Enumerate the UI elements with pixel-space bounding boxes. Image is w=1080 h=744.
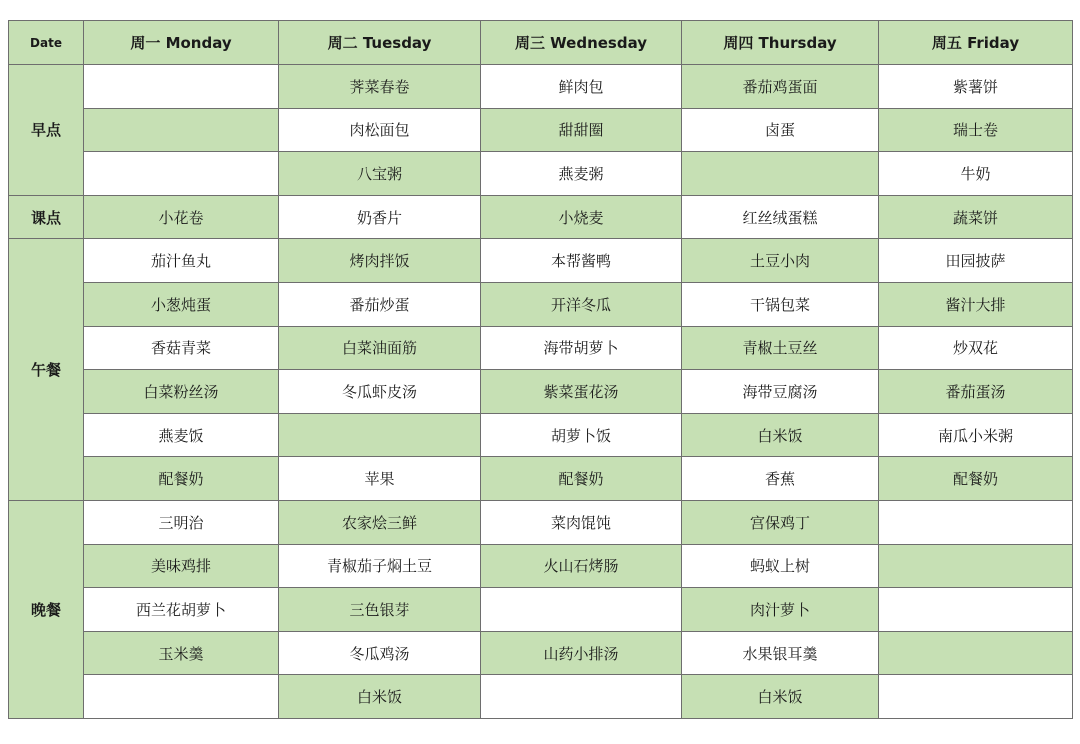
section-label-class-snack: 课点 bbox=[9, 195, 84, 239]
menu-cell: 火山石烤肠 bbox=[481, 544, 682, 588]
menu-cell: 农家烩三鲜 bbox=[279, 500, 481, 544]
section-label-breakfast: 早点 bbox=[9, 65, 84, 196]
menu-cell: 小葱炖蛋 bbox=[84, 282, 279, 326]
menu-cell: 香菇青菜 bbox=[84, 326, 279, 370]
table-row bbox=[9, 457, 1073, 501]
menu-cell: 肉松面包 bbox=[279, 108, 481, 152]
menu-cell: 青椒土豆丝 bbox=[682, 326, 879, 370]
menu-cell: 蔬菜饼 bbox=[879, 195, 1073, 239]
menu-cell: 三色银芽 bbox=[279, 588, 481, 632]
menu-cell bbox=[84, 152, 279, 196]
date-header: Date bbox=[9, 21, 84, 65]
menu-cell: 干锅包菜 bbox=[682, 282, 879, 326]
day-header-tuesday: 周二 Tuesday bbox=[279, 21, 481, 65]
menu-cell: 海带豆腐汤 bbox=[682, 370, 879, 414]
menu-cell: 八宝粥 bbox=[279, 152, 481, 196]
table-row bbox=[9, 675, 1073, 719]
menu-cell: 冬瓜鸡汤 bbox=[279, 631, 481, 675]
menu-cell: 西兰花胡萝卜 bbox=[84, 588, 279, 632]
table-row bbox=[9, 544, 1073, 588]
menu-cell: 本帮酱鸭 bbox=[481, 239, 682, 283]
table-row bbox=[9, 108, 1073, 152]
menu-cell: 苹果 bbox=[279, 457, 481, 501]
menu-cell: 白米饭 bbox=[682, 413, 879, 457]
menu-cell bbox=[279, 413, 481, 457]
menu-cell: 小烧麦 bbox=[481, 195, 682, 239]
table-row bbox=[9, 239, 1073, 283]
menu-cell: 白米饭 bbox=[279, 675, 481, 719]
menu-cell: 山药小排汤 bbox=[481, 631, 682, 675]
table-row bbox=[9, 588, 1073, 632]
header-row bbox=[9, 21, 1073, 65]
day-header-wednesday: 周三 Wednesday bbox=[481, 21, 682, 65]
table-row bbox=[9, 413, 1073, 457]
menu-cell: 蚂蚁上树 bbox=[682, 544, 879, 588]
menu-cell: 肉汁萝卜 bbox=[682, 588, 879, 632]
menu-cell: 配餐奶 bbox=[481, 457, 682, 501]
menu-cell bbox=[879, 544, 1073, 588]
menu-cell: 牛奶 bbox=[879, 152, 1073, 196]
menu-cell: 炒双花 bbox=[879, 326, 1073, 370]
menu-cell: 番茄炒蛋 bbox=[279, 282, 481, 326]
menu-cell: 烤肉拌饭 bbox=[279, 239, 481, 283]
table-row bbox=[9, 195, 1073, 239]
menu-cell: 番茄鸡蛋面 bbox=[682, 65, 879, 109]
section-label-dinner: 晚餐 bbox=[9, 500, 84, 718]
menu-cell: 燕麦粥 bbox=[481, 152, 682, 196]
menu-cell bbox=[84, 65, 279, 109]
menu-body bbox=[9, 65, 1073, 719]
table-row bbox=[9, 65, 1073, 109]
table-row bbox=[9, 282, 1073, 326]
weekly-menu-table bbox=[8, 20, 1073, 719]
menu-cell: 三明治 bbox=[84, 500, 279, 544]
menu-cell: 燕麦饭 bbox=[84, 413, 279, 457]
menu-cell bbox=[879, 675, 1073, 719]
menu-cell: 奶香片 bbox=[279, 195, 481, 239]
menu-cell: 卤蛋 bbox=[682, 108, 879, 152]
day-header-friday: 周五 Friday bbox=[879, 21, 1073, 65]
menu-cell: 水果银耳羹 bbox=[682, 631, 879, 675]
menu-cell: 酱汁大排 bbox=[879, 282, 1073, 326]
menu-cell: 红丝绒蛋糕 bbox=[682, 195, 879, 239]
menu-cell bbox=[682, 152, 879, 196]
menu-cell: 土豆小肉 bbox=[682, 239, 879, 283]
table-row bbox=[9, 631, 1073, 675]
menu-cell bbox=[84, 108, 279, 152]
menu-cell: 冬瓜虾皮汤 bbox=[279, 370, 481, 414]
menu-cell: 瑞士卷 bbox=[879, 108, 1073, 152]
menu-cell: 茄汁鱼丸 bbox=[84, 239, 279, 283]
menu-cell bbox=[84, 675, 279, 719]
day-header-thursday: 周四 Thursday bbox=[682, 21, 879, 65]
table-row bbox=[9, 326, 1073, 370]
menu-cell: 南瓜小米粥 bbox=[879, 413, 1073, 457]
menu-cell bbox=[879, 588, 1073, 632]
menu-cell: 香蕉 bbox=[682, 457, 879, 501]
table-row bbox=[9, 500, 1073, 544]
menu-cell: 青椒茄子焖土豆 bbox=[279, 544, 481, 588]
menu-cell: 玉米羹 bbox=[84, 631, 279, 675]
menu-cell: 紫菜蛋花汤 bbox=[481, 370, 682, 414]
menu-cell: 配餐奶 bbox=[879, 457, 1073, 501]
menu-cell: 鲜肉包 bbox=[481, 65, 682, 109]
menu-cell bbox=[879, 500, 1073, 544]
menu-cell bbox=[481, 675, 682, 719]
menu-cell: 白菜粉丝汤 bbox=[84, 370, 279, 414]
section-label-lunch: 午餐 bbox=[9, 239, 84, 501]
day-header-monday: 周一 Monday bbox=[84, 21, 279, 65]
menu-cell: 宫保鸡丁 bbox=[682, 500, 879, 544]
menu-cell: 配餐奶 bbox=[84, 457, 279, 501]
menu-cell: 田园披萨 bbox=[879, 239, 1073, 283]
menu-cell: 菜肉馄饨 bbox=[481, 500, 682, 544]
menu-cell: 海带胡萝卜 bbox=[481, 326, 682, 370]
menu-cell: 开洋冬瓜 bbox=[481, 282, 682, 326]
table-row bbox=[9, 370, 1073, 414]
table-row bbox=[9, 152, 1073, 196]
menu-cell: 紫薯饼 bbox=[879, 65, 1073, 109]
menu-cell: 美味鸡排 bbox=[84, 544, 279, 588]
menu-cell: 白米饭 bbox=[682, 675, 879, 719]
menu-cell: 白菜油面筋 bbox=[279, 326, 481, 370]
menu-cell: 甜甜圈 bbox=[481, 108, 682, 152]
menu-cell bbox=[879, 631, 1073, 675]
menu-cell: 小花卷 bbox=[84, 195, 279, 239]
menu-cell: 胡萝卜饭 bbox=[481, 413, 682, 457]
menu-cell: 番茄蛋汤 bbox=[879, 370, 1073, 414]
menu-cell: 荠菜春卷 bbox=[279, 65, 481, 109]
menu-cell bbox=[481, 588, 682, 632]
